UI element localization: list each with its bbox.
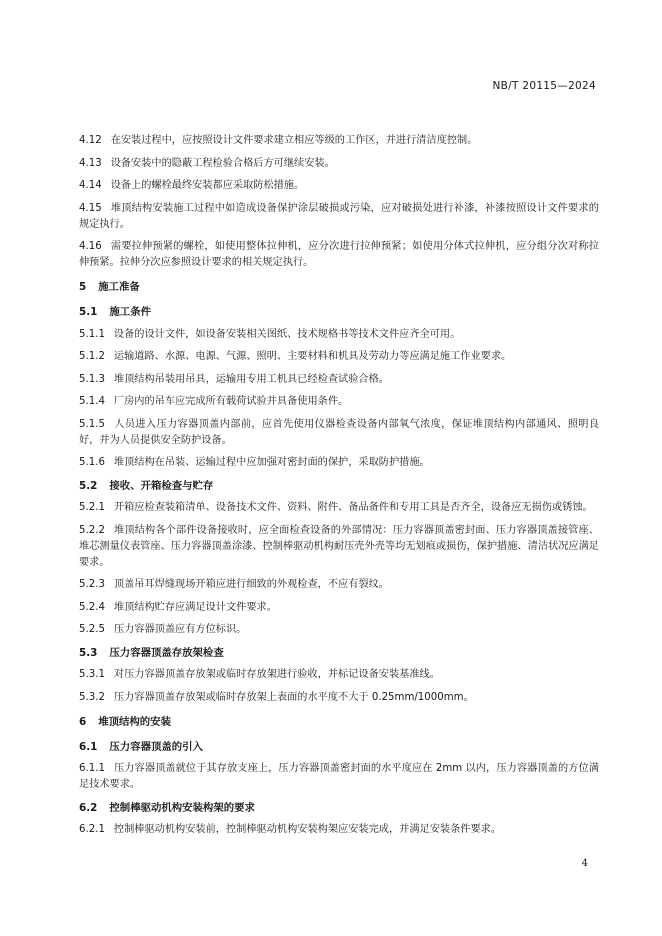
clause-number: 5.2 (79, 479, 98, 492)
clause-text: 堆顶结构各个部件设备接收时，应全面检查设备的外部情况：压力容器顶盖密封面、压力容器顶盖接管座、堆芯测量仪表管座、压力容器顶盖涂漆、控制棒驱动机构耐压壳外壳等均无划痕或损伤，保护措施、清洁状况应满足要求。 (79, 524, 599, 568)
clause-number: 5.2.1 (79, 502, 105, 513)
clause-paragraph (79, 523, 599, 571)
clause-text: 堆顶结构安装施工过程中如造成设备保护涂层破损或污染，应对破损处进行补漆，补漆按照设计文件要求的规定执行。 (79, 202, 599, 230)
clause-text: 开箱应检查装箱清单、设备技术文件、资料、附件、备品备件和专用工具是否齐全，设备应无损伤或锈蚀。 (113, 502, 593, 513)
clause-paragraph (79, 690, 599, 706)
clause-number: 5.3.1 (79, 669, 105, 680)
clause-text: 设备的设计文件，如设备安装相关图纸、技术规格书等技术文件应齐全可用。 (113, 328, 461, 340)
clause-paragraph (79, 133, 599, 149)
clause-number: 4.13 (79, 157, 102, 169)
clause-number: 5.2.5 (79, 624, 105, 635)
clause-paragraph (79, 372, 599, 388)
clause-number: 6.1.1 (79, 763, 105, 774)
clause-paragraph (79, 455, 599, 471)
clause-paragraph (79, 239, 599, 271)
clause-paragraph (79, 822, 599, 838)
clause-number: 5.1.5 (79, 418, 105, 430)
clause-paragraph (79, 577, 599, 593)
clause-number: 5 (79, 281, 87, 293)
clause-text: 堆顶结构的安装 (98, 715, 171, 728)
clause-number: 6 (79, 715, 87, 728)
clause-number: 5.1.1 (79, 328, 105, 340)
clause-text: 设备安装中的隐蔽工程检验合格后方可继续安装。 (110, 157, 335, 169)
clause-number: 5.1.6 (79, 457, 105, 468)
clause-text: 堆顶结构吊装用吊具，运输用专用工机具已经检查试验合格。 (113, 373, 389, 385)
clause-number: 5.1 (79, 306, 98, 318)
clause-number: 4.14 (79, 180, 102, 191)
clause-paragraph (79, 327, 599, 343)
clause-text: 控制棒驱动机构安装前，控制棒驱动机构安装构架应安装完成，并满足安装条件要求。 (113, 824, 502, 835)
clause-paragraph (79, 349, 599, 365)
standard-code: NB/T 20115—2024 (492, 80, 596, 92)
clause-text: 压力容器顶盖存放架或临时存放架上表面的水平度不大于 0.25mm/1000mm。 (113, 691, 474, 703)
section-heading (79, 645, 599, 661)
clause-number: 5.3.2 (79, 691, 105, 703)
clause-text: 压力容器顶盖存放架检查 (109, 646, 224, 659)
clause-text: 设备上的螺栓最终安装都应采取防松措施。 (110, 180, 305, 191)
section-heading (79, 478, 599, 494)
clause-paragraph (79, 201, 599, 233)
clause-number: 5.2.2 (79, 524, 105, 536)
section-heading (79, 800, 599, 816)
clause-text: 堆顶结构贮存应满足设计文件要求。 (113, 601, 277, 613)
clause-text: 压力容器顶盖应有方位标识。 (113, 624, 247, 635)
section-heading (79, 304, 599, 320)
clause-number: 5.2.3 (79, 579, 105, 590)
clause-paragraph (79, 761, 599, 793)
clause-number: 4.12 (79, 135, 102, 146)
clause-number: 5.1.4 (79, 396, 105, 407)
clause-paragraph (79, 178, 599, 194)
clause-text: 在安装过程中，应按照设计文件要求建立相应等级的工作区，并进行清洁度控制。 (110, 135, 478, 146)
clause-text: 堆顶结构在吊装、运输过程中应加强对密封面的保护，采取防护措施。 (113, 457, 430, 468)
clause-text: 控制棒驱动机构安装构架的要求 (109, 801, 255, 814)
clause-number: 6.1 (79, 740, 98, 753)
clause-number: 6.2 (79, 801, 98, 814)
document-body (79, 133, 599, 845)
clause-paragraph (79, 417, 599, 449)
clause-paragraph (79, 667, 599, 683)
clause-text: 施工准备 (98, 281, 140, 293)
clause-paragraph (79, 156, 599, 172)
clause-number: 6.2.1 (79, 824, 105, 835)
clause-text: 压力容器顶盖就位于其存放支座上，压力容器顶盖密封面的水平度应在 2mm 以内，压力容器顶盖的方位满足技术要求。 (79, 763, 599, 790)
clause-text: 需要拉伸预紧的螺栓，如使用整体拉伸机，应分次进行拉伸预紧；如使用分体式拉伸机，应分组分次对称拉伸预紧。拉伸分次应参照设计要求的相关规定执行。 (79, 241, 599, 268)
chapter-heading (79, 714, 599, 730)
clause-text: 运输道路、水源、电源、气源、照明、主要材料和机具及劳动力等应满足施工作业要求。 (113, 351, 512, 362)
clause-number: 5.3 (79, 646, 98, 659)
clause-text: 施工条件 (109, 306, 151, 318)
clause-number: 4.15 (79, 202, 102, 214)
clause-number: 5.1.3 (79, 373, 105, 385)
clause-text: 压力容器顶盖的引入 (109, 740, 203, 753)
chapter-heading (79, 279, 599, 295)
clause-number: 5.1.2 (79, 351, 105, 362)
page-number: 4 (581, 858, 588, 869)
clause-text: 接收、开箱检查与贮存 (109, 479, 214, 492)
clause-paragraph (79, 622, 599, 638)
clause-text: 对压力容器顶盖存放架或临时存放架进行验收，并标记设备安装基准线。 (113, 669, 440, 680)
clause-number: 5.2.4 (79, 601, 105, 613)
clause-paragraph (79, 600, 599, 616)
clause-text: 厂房内的吊车应完成所有载荷试验并具备使用条件。 (113, 396, 349, 407)
clause-number: 4.16 (79, 241, 102, 252)
clause-text: 人员进入压力容器顶盖内部前，应首先使用仪器检查设备内部氧气浓度，保证堆顶结构内部通风、照明良好，并为人员提供安全防护设备。 (79, 418, 599, 446)
clause-paragraph (79, 394, 599, 410)
section-heading (79, 739, 599, 755)
clause-text: 顶盖吊耳焊缝现场开箱应进行细致的外观检查，不应有裂纹。 (113, 579, 389, 590)
clause-paragraph (79, 500, 599, 516)
